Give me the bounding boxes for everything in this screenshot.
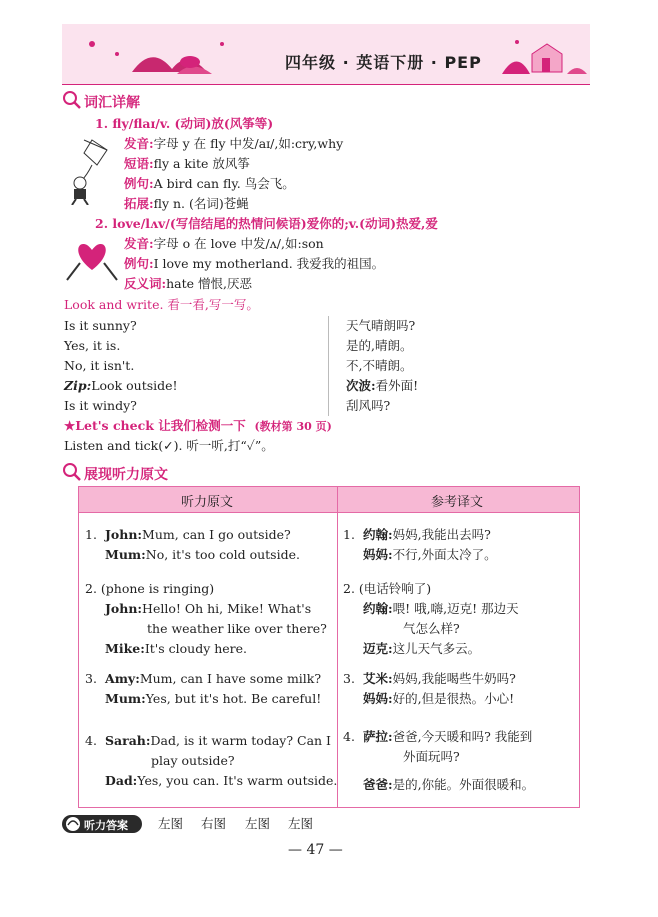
- magnifier-icon: [62, 90, 82, 110]
- vocab-heading: 词汇详解: [84, 95, 140, 111]
- item3-zh-line1: 艾米:妈妈,我能喝些牛奶吗?: [363, 671, 516, 686]
- item4-en-line2: Dad:Yes, you can. It's warm outside.: [105, 773, 338, 788]
- col-header-translation: 参考译文: [431, 495, 484, 510]
- page-number: — 47 —: [288, 842, 343, 858]
- check-instruction: Listen and tick(✓). 听一听,打“✓”。: [64, 438, 274, 453]
- item1-zh-line2: 妈妈:不行,外面太冷了。: [363, 547, 497, 562]
- lw-en-1: Is it sunny?: [64, 318, 137, 333]
- fly-extension: 拓展:fly n. (名词)苍蝇: [124, 196, 249, 211]
- item-number: 1.: [85, 527, 97, 542]
- item2-en-note: 2. (phone is ringing): [85, 581, 215, 596]
- check-heading: ★Let's check 让我们检测一下 (教材第 30 页): [64, 418, 332, 433]
- item3-en-line2: Mum:Yes, but it's hot. Be careful!: [105, 691, 322, 706]
- lw-zh-5: 刮风吗?: [346, 398, 391, 413]
- lw-en-4: Zip:Look outside!: [64, 378, 178, 393]
- answer-label: 听力答案: [84, 819, 128, 832]
- table-header: [79, 487, 579, 513]
- love-example: 例句:I love my motherland. 我爱我的祖国。: [124, 256, 385, 271]
- item4-zh-line1: 萨拉:爸爸,今天暖和吗? 我能到: [363, 729, 533, 744]
- lw-zh-4: 次波:看外面!: [346, 378, 419, 393]
- answer-3: 左图: [245, 816, 271, 831]
- vocab-love-title: 2. love/lʌv/(写信结尾的热情问候语)爱你的;v.(动词)热爱,爱: [95, 216, 438, 231]
- lw-en-5: Is it windy?: [64, 398, 137, 413]
- heart-hands-illustration: [62, 235, 122, 285]
- love-antonym: 反义词:hate 憎恨,厌恶: [124, 276, 252, 291]
- col-header-original: 听力原文: [181, 495, 234, 510]
- fly-example: 例句:A bird can fly. 鸟会飞。: [124, 176, 295, 191]
- listening-heading: 展现听力原文: [84, 467, 168, 483]
- item4-en-line1b: play outside?: [151, 753, 235, 768]
- love-pron: 发音:字母 o 在 love 中发/ʌ/,如:son: [124, 236, 324, 251]
- item2-zh-line1b: 气怎么样?: [403, 621, 460, 636]
- fly-phrase: 短语:fly a kite 放风筝: [124, 156, 250, 171]
- item1-en-line2: Mum:No, it's too cold outside.: [105, 547, 300, 562]
- answer-4: 左图: [288, 816, 314, 831]
- item1-en-line1: John:Mum, can I go outside?: [105, 527, 291, 542]
- item-number: 4.: [85, 733, 97, 748]
- lw-zh-2: 是的,晴朗。: [346, 338, 413, 353]
- item2-en-line1: John:Hello! Oh hi, Mike! What's: [105, 601, 312, 616]
- lw-en-2: Yes, it is.: [64, 338, 121, 353]
- magnifier-icon: [62, 462, 82, 482]
- item1-zh-line1: 约翰:妈妈,我能出去吗?: [363, 527, 491, 542]
- item2-en-line1b: the weather like over there?: [147, 621, 327, 636]
- look-write-divider: [328, 316, 329, 416]
- item2-zh-line1: 约翰:喂! 哦,嗨,迈克! 那边天: [363, 601, 519, 616]
- kite-boy-illustration: [62, 135, 122, 205]
- item-number: 4.: [343, 729, 355, 744]
- header-divider: [62, 84, 590, 85]
- item4-en-line1: Sarah:Dad, is it warm today? Can I: [105, 733, 331, 748]
- header-title: 四年级 · 英语下册 · PEP: [285, 53, 482, 72]
- answer-1: 左图: [158, 816, 184, 831]
- item3-en-line1: Amy:Mum, can I have some milk?: [105, 671, 322, 686]
- lw-zh-3: 不,不晴朗。: [346, 358, 413, 373]
- lw-en-3: No, it isn't.: [64, 358, 135, 373]
- item3-zh-line2: 妈妈:好的,但是很热。小心!: [363, 691, 515, 706]
- headphones-icon: [65, 816, 81, 832]
- fly-pron: 发音:字母 y 在 fly 中发/aɪ/,如:cry,why: [124, 136, 344, 151]
- answer-2: 右图: [201, 816, 227, 831]
- lw-zh-1: 天气晴朗吗?: [346, 318, 416, 333]
- item2-en-line2: Mike:It's cloudy here.: [105, 641, 248, 656]
- listening-table: [78, 486, 580, 808]
- table-column-divider: [337, 487, 338, 807]
- item2-zh-line2: 迈克:这儿天气多云。: [363, 641, 481, 656]
- vocab-fly-title: 1. fly/flaɪ/v. (动词)放(风筝等): [95, 116, 274, 131]
- answer-badge: [62, 815, 142, 833]
- item-number: 1.: [343, 527, 355, 542]
- item-number: 3.: [343, 671, 355, 686]
- item4-zh-line2: 爸爸:是的,你能。外面很暖和。: [363, 777, 535, 792]
- look-write-heading: Look and write. 看一看,写一写。: [64, 297, 259, 312]
- item-number: 3.: [85, 671, 97, 686]
- item4-zh-line1b: 外面玩吗?: [403, 749, 460, 764]
- item2-zh-note: 2. (电话铃响了): [343, 581, 432, 596]
